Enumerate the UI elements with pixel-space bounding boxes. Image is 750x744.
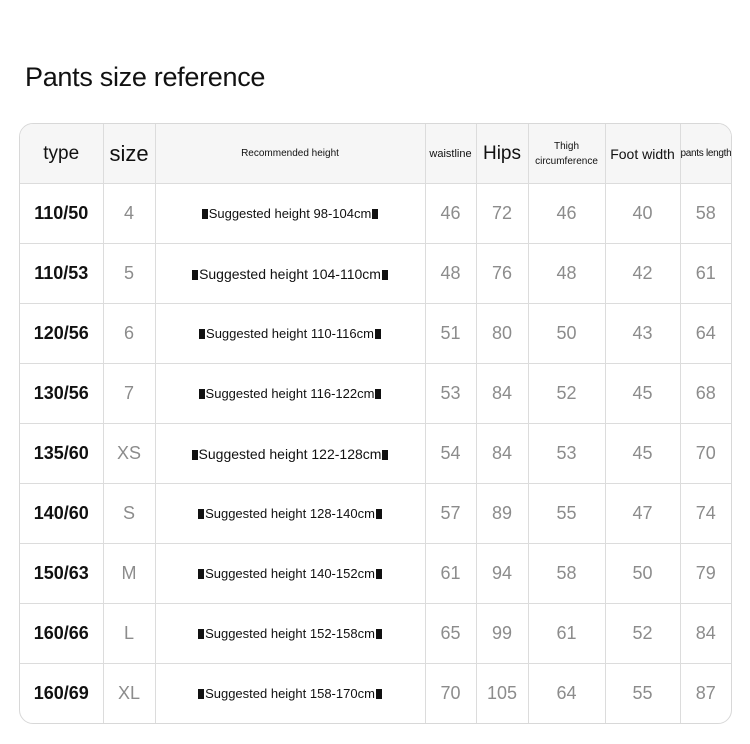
cell-waistline: 54	[425, 424, 476, 484]
cell-pants-length: 58	[680, 184, 731, 244]
header-size: size	[103, 124, 155, 184]
cell-waistline: 48	[425, 244, 476, 304]
placeholder-glyph-icon	[376, 569, 382, 579]
cell-recommended-height	[155, 604, 425, 664]
cell-hips: 72	[476, 184, 528, 244]
size-table	[20, 124, 731, 723]
cell-recommended-height	[155, 424, 425, 484]
cell-pants-length: 68	[680, 364, 731, 424]
cell-recommended-height	[155, 304, 425, 364]
cell-waistline: 57	[425, 484, 476, 544]
cell-hips: 94	[476, 544, 528, 604]
placeholder-glyph-icon	[376, 629, 382, 639]
cell-pants-length: 84	[680, 604, 731, 664]
placeholder-glyph-icon	[376, 509, 382, 519]
cell-hips: 89	[476, 484, 528, 544]
cell-waistline: 53	[425, 364, 476, 424]
cell-foot-width: 42	[605, 244, 680, 304]
recommended-height-text: Suggested height 152-158cm	[205, 626, 375, 641]
cell-waistline: 65	[425, 604, 476, 664]
header-row	[20, 124, 731, 184]
header-recommended-height: Recommended height	[155, 124, 425, 184]
cell-type: 150/63	[20, 544, 103, 604]
cell-thigh: 64	[528, 664, 605, 724]
header-thigh-circumference: Thigh circumference	[528, 124, 605, 184]
table-row	[20, 544, 731, 604]
table-row	[20, 424, 731, 484]
cell-hips: 84	[476, 424, 528, 484]
placeholder-glyph-icon	[198, 629, 204, 639]
placeholder-glyph-icon	[199, 329, 205, 339]
header-foot-width: Foot width	[605, 124, 680, 184]
cell-foot-width: 45	[605, 364, 680, 424]
cell-size: XS	[103, 424, 155, 484]
cell-thigh: 61	[528, 604, 605, 664]
cell-type: 135/60	[20, 424, 103, 484]
cell-type: 110/50	[20, 184, 103, 244]
cell-thigh: 48	[528, 244, 605, 304]
placeholder-glyph-icon	[382, 270, 388, 280]
cell-type: 120/56	[20, 304, 103, 364]
cell-type: 160/66	[20, 604, 103, 664]
size-table-container	[19, 123, 732, 724]
cell-foot-width: 52	[605, 604, 680, 664]
cell-recommended-height	[155, 244, 425, 304]
cell-recommended-height	[155, 664, 425, 724]
cell-hips: 84	[476, 364, 528, 424]
page-title: Pants size reference	[25, 62, 266, 92]
cell-recommended-height	[155, 544, 425, 604]
cell-pants-length: 74	[680, 484, 731, 544]
placeholder-glyph-icon	[382, 450, 388, 460]
cell-pants-length: 87	[695, 683, 716, 703]
recommended-height-text: Suggested height 116-122cm	[205, 386, 375, 401]
cell-waistline: 61	[425, 544, 476, 604]
cell-type: 110/53	[20, 244, 103, 304]
placeholder-glyph-icon	[198, 689, 204, 699]
table-body	[20, 184, 731, 724]
cell-pants-length: 79	[680, 544, 731, 604]
table-row	[20, 364, 731, 424]
table-row	[20, 604, 731, 664]
recommended-height-text: Suggested height 110-116cm	[206, 326, 374, 341]
recommended-height-text: Suggested height 104-110cm	[199, 265, 381, 282]
cell-hips: 105	[476, 664, 528, 724]
cell-foot-width: 43	[605, 304, 680, 364]
table-row	[20, 184, 731, 244]
table-row	[20, 664, 731, 724]
cell-foot-width: 45	[605, 424, 680, 484]
placeholder-glyph-icon	[199, 389, 205, 399]
cell-waistline: 51	[425, 304, 476, 364]
cell-foot-width: 55	[605, 664, 680, 724]
table-header	[20, 124, 731, 184]
placeholder-glyph-icon	[376, 689, 382, 699]
cell-type: 160/69	[20, 664, 103, 724]
placeholder-glyph-icon	[375, 329, 381, 339]
placeholder-glyph-icon	[192, 270, 198, 280]
cell-size: L	[103, 604, 155, 664]
cell-type: 140/60	[20, 484, 103, 544]
cell-pants-length: 64	[680, 304, 731, 364]
cell-pants-length: 61	[680, 244, 731, 304]
cell-size: 7	[103, 364, 155, 424]
cell-recommended-height	[155, 184, 425, 244]
placeholder-glyph-icon	[198, 569, 204, 579]
cell-size: M	[103, 544, 155, 604]
recommended-height-text: Suggested height 122-128cm	[198, 445, 382, 462]
placeholder-glyph-icon	[198, 509, 204, 519]
cell-size: 5	[103, 244, 155, 304]
cell-foot-width: 50	[605, 544, 680, 604]
cell-thigh: 53	[528, 424, 605, 484]
cell-recommended-height	[155, 364, 425, 424]
recommended-height-text: Suggested height 158-170cm	[205, 686, 375, 701]
cell-hips: 76	[476, 244, 528, 304]
table-row	[20, 484, 731, 544]
cell-type: 130/56	[20, 364, 103, 424]
placeholder-glyph-icon	[372, 209, 378, 219]
header-hips: Hips	[476, 124, 528, 184]
cell-recommended-height	[155, 484, 425, 544]
cell-foot-width: 40	[605, 184, 680, 244]
cell-size: 4	[103, 184, 155, 244]
cell-foot-width: 47	[605, 484, 680, 544]
cell-thigh: 58	[528, 544, 605, 604]
placeholder-glyph-icon	[375, 389, 381, 399]
recommended-height-text: Suggested height 98-104cm	[208, 206, 372, 221]
recommended-height-text: Suggested height 140-152cm	[205, 566, 375, 581]
cell-waistline: 46	[425, 184, 476, 244]
cell-hips: 80	[476, 304, 528, 364]
cell-thigh: 50	[528, 304, 605, 364]
header-waistline: waistline	[425, 124, 476, 184]
table-row	[20, 304, 731, 364]
cell-thigh: 55	[528, 484, 605, 544]
header-type: type	[20, 124, 103, 184]
cell-waistline: 70	[425, 664, 476, 724]
cell-size: S	[103, 484, 155, 544]
cell-pants-length: 70	[680, 424, 731, 484]
table-row	[20, 244, 731, 304]
recommended-height-text: Suggested height 128-140cm	[205, 506, 375, 521]
cell-thigh: 46	[528, 184, 605, 244]
header-pants-length: pants length	[680, 124, 731, 184]
placeholder-glyph-icon	[192, 450, 198, 460]
cell-size: 6	[103, 304, 155, 364]
placeholder-glyph-icon	[202, 209, 208, 219]
cell-hips: 99	[476, 604, 528, 664]
cell-size: XL	[103, 664, 155, 724]
cell-thigh: 52	[528, 364, 605, 424]
